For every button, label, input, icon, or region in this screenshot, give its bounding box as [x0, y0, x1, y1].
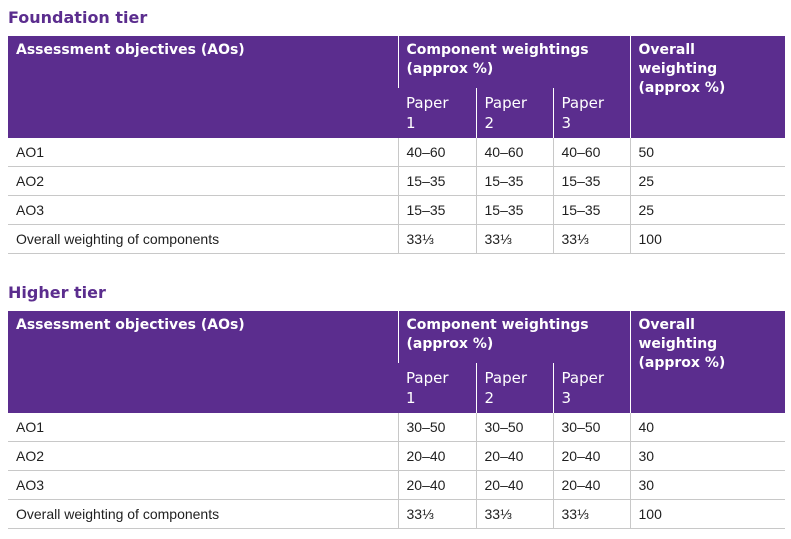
paper-1-value: 20–40 — [398, 442, 476, 471]
paper-2-value: 33⅓ — [476, 225, 553, 254]
row-label: Overall weighting of components — [8, 225, 398, 254]
paper-2-value: 15–35 — [476, 196, 553, 225]
paper-3-value: 30–50 — [553, 413, 630, 442]
overall-value: 25 — [630, 196, 785, 225]
paper-2-value: 30–50 — [476, 413, 553, 442]
table-row — [8, 138, 785, 167]
header-paper-2: Paper 2 — [476, 363, 553, 413]
row-label: Overall weighting of components — [8, 500, 398, 529]
table-header-row — [8, 311, 785, 363]
higher-tier-table — [8, 311, 785, 529]
header-component-weightings: Component weightings (approx %) — [398, 36, 630, 88]
header-paper-1: Paper 1 — [398, 88, 476, 138]
paper-1-value: 20–40 — [398, 471, 476, 500]
row-label: AO3 — [8, 471, 398, 500]
paper-1-value: 33⅓ — [398, 225, 476, 254]
foundation-tier-title: Foundation tier — [8, 8, 148, 27]
overall-value: 50 — [630, 138, 785, 167]
paper-3-value: 33⅓ — [553, 225, 630, 254]
header-assessment-objectives: Assessment objectives (AOs) — [8, 311, 398, 413]
table-row — [8, 442, 785, 471]
row-label: AO2 — [8, 442, 398, 471]
overall-value: 30 — [630, 442, 785, 471]
paper-1-value: 33⅓ — [398, 500, 476, 529]
paper-1-value: 15–35 — [398, 167, 476, 196]
overall-value: 100 — [630, 225, 785, 254]
paper-1-value: 15–35 — [398, 196, 476, 225]
header-overall-weighting: Overall weighting (approx %) — [630, 36, 785, 138]
paper-3-value: 40–60 — [553, 138, 630, 167]
overall-value: 25 — [630, 167, 785, 196]
row-label: AO3 — [8, 196, 398, 225]
paper-2-value: 15–35 — [476, 167, 553, 196]
header-component-weightings: Component weightings (approx %) — [398, 311, 630, 363]
row-label: AO1 — [8, 413, 398, 442]
header-overall-weighting: Overall weighting (approx %) — [630, 311, 785, 413]
header-paper-1: Paper 1 — [398, 363, 476, 413]
paper-3-value: 15–35 — [553, 196, 630, 225]
table-row — [8, 471, 785, 500]
paper-3-value: 20–40 — [553, 442, 630, 471]
paper-2-value: 20–40 — [476, 442, 553, 471]
header-assessment-objectives: Assessment objectives (AOs) — [8, 36, 398, 138]
paper-2-value: 40–60 — [476, 138, 553, 167]
paper-2-value: 20–40 — [476, 471, 553, 500]
overall-value: 40 — [630, 413, 785, 442]
paper-2-value: 33⅓ — [476, 500, 553, 529]
row-label: AO2 — [8, 167, 398, 196]
paper-3-value: 33⅓ — [553, 500, 630, 529]
higher-tier-title: Higher tier — [8, 283, 106, 302]
table-row — [8, 413, 785, 442]
table-row — [8, 225, 785, 254]
foundation-tier-table — [8, 36, 785, 254]
table-row — [8, 196, 785, 225]
paper-3-value: 15–35 — [553, 167, 630, 196]
paper-1-value: 30–50 — [398, 413, 476, 442]
table-row — [8, 167, 785, 196]
paper-3-value: 20–40 — [553, 471, 630, 500]
table-header-row — [8, 36, 785, 88]
overall-value: 100 — [630, 500, 785, 529]
header-paper-3: Paper 3 — [553, 363, 630, 413]
row-label: AO1 — [8, 138, 398, 167]
header-paper-3: Paper 3 — [553, 88, 630, 138]
table-row — [8, 500, 785, 529]
overall-value: 30 — [630, 471, 785, 500]
header-paper-2: Paper 2 — [476, 88, 553, 138]
paper-1-value: 40–60 — [398, 138, 476, 167]
